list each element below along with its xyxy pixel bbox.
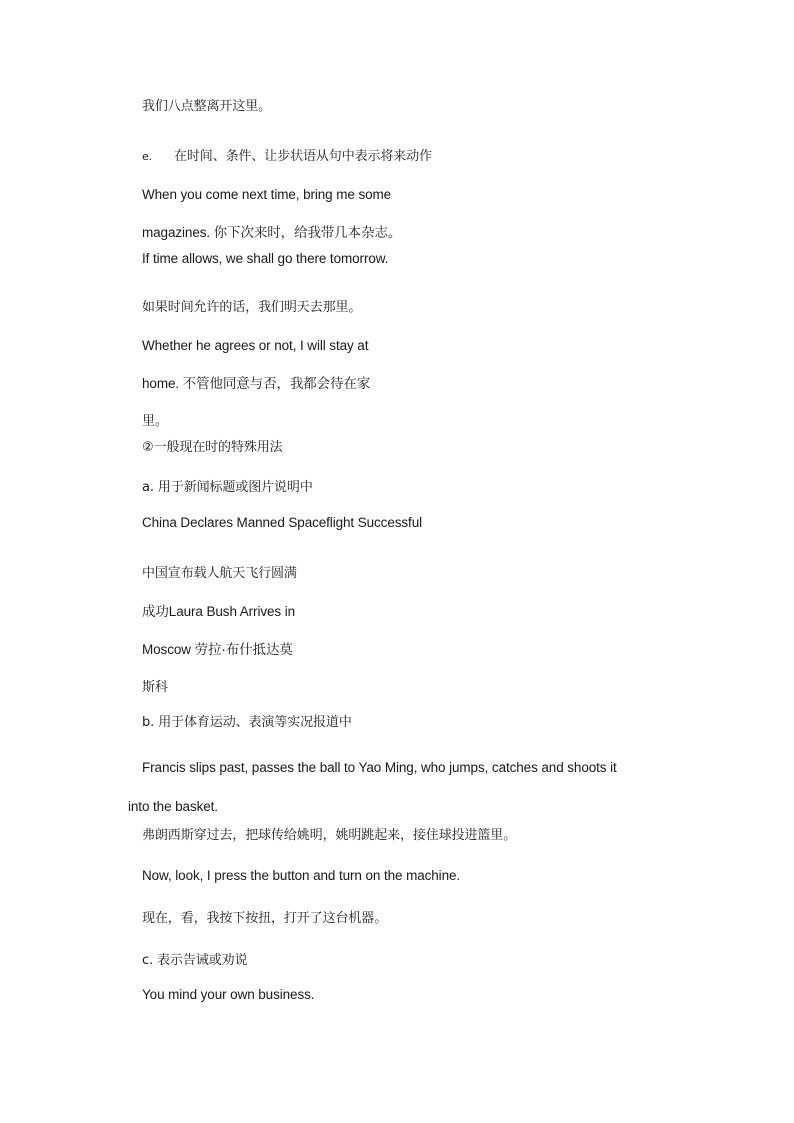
text-line-20: 弗朗西斯穿过去，把球传给姚明，姚明跳起来，接住球投进篮里。 — [142, 828, 517, 843]
text-line-18: Francis slips past, passes the ball to Yao Ming, who jumps, catches and shoots it — [142, 760, 617, 775]
text-line-13: 中国宣布载人航天飞行圆满 — [142, 566, 297, 581]
text-line-3: When you come next time, bring me some — [142, 187, 392, 202]
subheading-c: c. 表示告诫或劝说 — [142, 953, 248, 968]
text-line-16: 斯科 — [142, 680, 168, 695]
text-line-7: Whether he agrees or not, I will stay at — [142, 338, 369, 353]
text-line-14: 成功Laura Bush Arrives in — [142, 604, 296, 619]
list-item-e-text: 在时间、条件、让步状语从句中表示将来动作 — [174, 149, 433, 164]
section-heading: ②一般现在时的特殊用法 — [142, 440, 283, 455]
text-line-4: magazines. 你下次来时，给我带几本杂志。 — [142, 225, 402, 240]
list-marker-e: e. — [142, 150, 153, 163]
list-item-e — [142, 148, 432, 166]
text-line-6: 如果时间允许的话，我们明天去那里。 — [142, 300, 362, 315]
text-line-21: Now, look, I press the button and turn on the machine. — [142, 868, 461, 883]
text-line-12: China Declares Manned Spaceflight Successful — [142, 515, 423, 530]
text-line-24: You mind your own business. — [142, 987, 315, 1002]
text-line-5: If time allows, we shall go there tomorrow. — [142, 251, 389, 266]
subheading-b: b. 用于体育运动、表演等实况报道中 — [142, 715, 352, 730]
text-line-9: 里。 — [142, 414, 168, 429]
text-line-8: home. 不管他同意与否，我都会待在家 — [142, 376, 371, 391]
text-line-19: into the basket. — [128, 799, 218, 814]
text-line-15: Moscow 劳拉·布什抵达莫 — [142, 642, 293, 657]
text-line-22: 现在，看，我按下按扭，打开了这台机器。 — [142, 911, 388, 926]
text-line-1: 我们八点整离开这里。 — [142, 99, 272, 114]
subheading-a: a. 用于新闻标题或图片说明中 — [142, 480, 313, 495]
